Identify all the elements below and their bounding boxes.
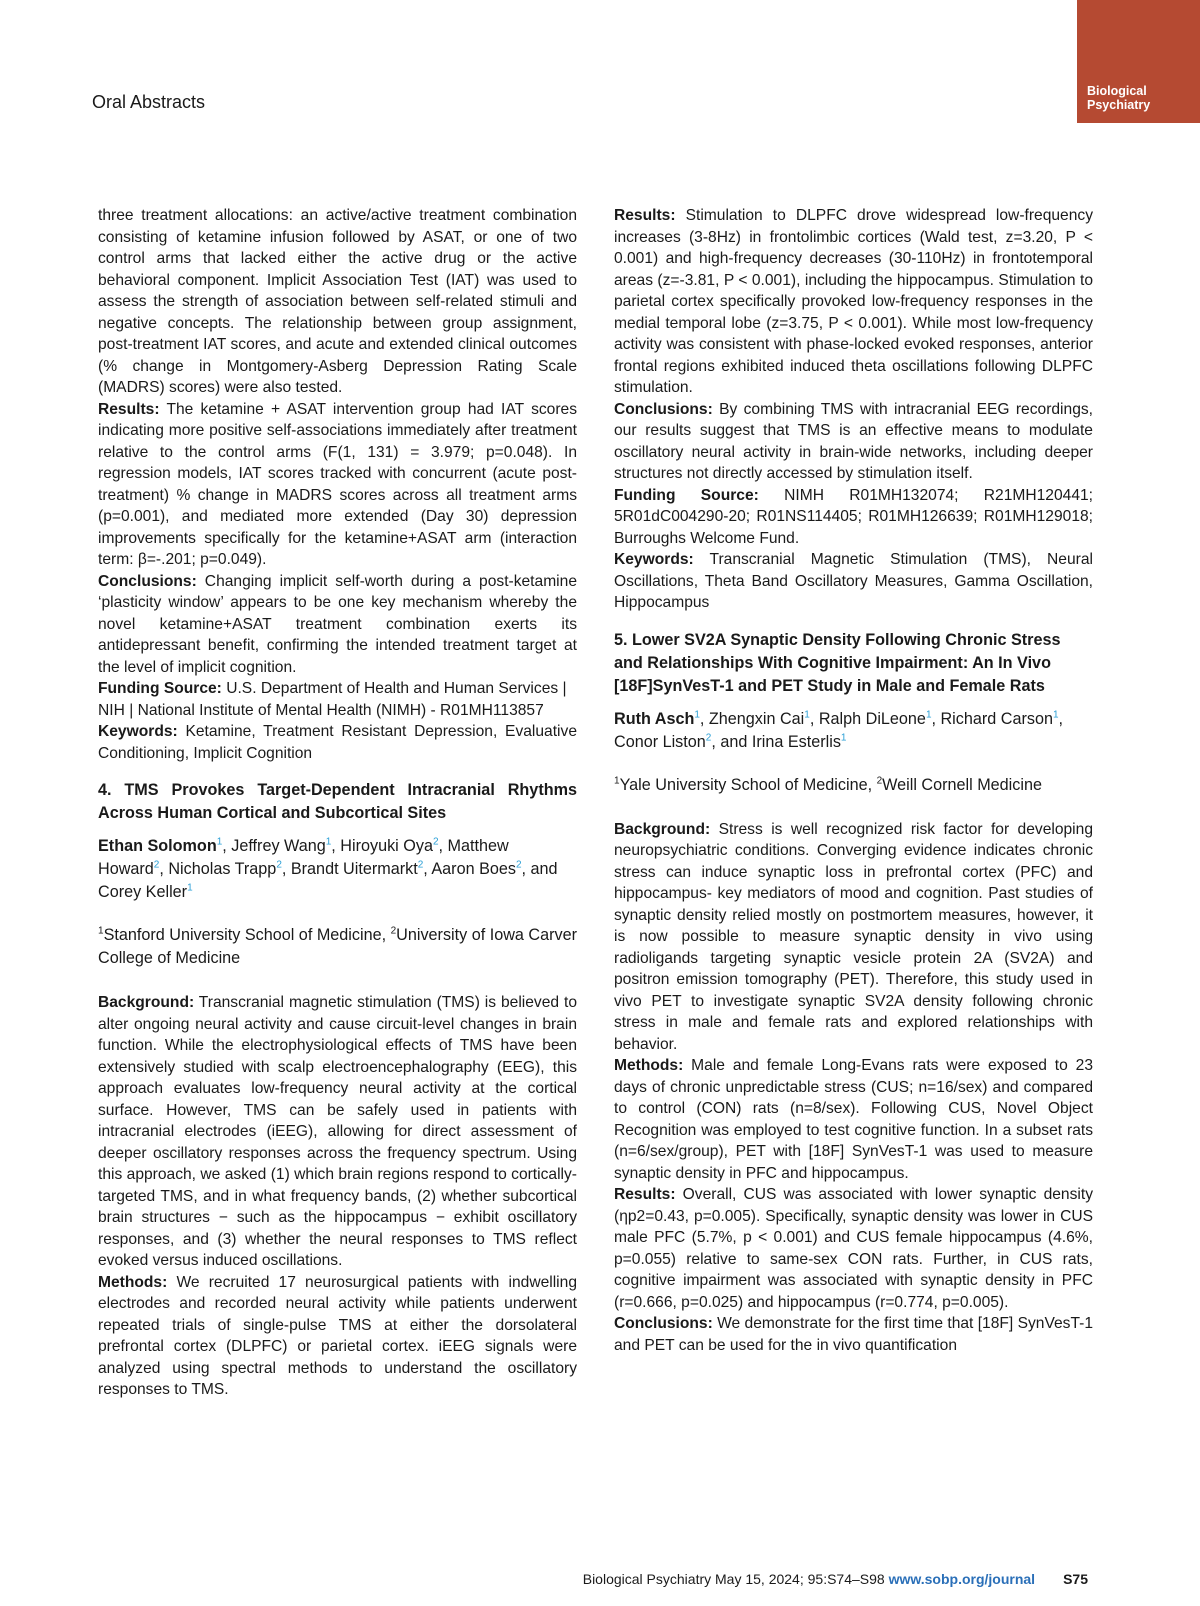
abstract-4-results xyxy=(614,205,1093,399)
abstract-5-authors xyxy=(614,708,1093,754)
author-sup: 1 xyxy=(925,709,932,721)
section-title: Oral Abstracts xyxy=(92,92,206,112)
author-name: , and Corey Keller xyxy=(98,860,558,901)
author-name: , Nicholas Trapp xyxy=(159,860,277,878)
aff-text: Yale University School of Medicine, xyxy=(619,775,877,794)
abstract-4-background xyxy=(98,992,577,1272)
aff-text: Weill Cornell Medicine xyxy=(882,775,1042,794)
methods-text: Male and female Long-Evans rats were exposed to 23 days of chronic unpredictable stress (CUS; n=16/sex) and compared to control (CON) rats (n=8/sex). Following CUS, Novel Object Recognition was employed to test cognitive function. In a subset rats (n=6/sex/group), PET with [18F] SynVesT-1 was used to measure synaptic density in PFC and hippocampus. xyxy=(614,1057,1093,1182)
methods-label: Methods: xyxy=(98,1273,168,1291)
funding-text: NIMH R01MH132074; R21MH120441; 5R01dC004290-20; R01NS114405; R01MH126639; R01MH129018; Burroughs Welcome Fund. xyxy=(614,486,1094,547)
results-label: Results: xyxy=(614,207,676,224)
brand-line-2: Psychiatry xyxy=(1087,98,1151,112)
keywords-text: Transcranial Magnetic Stimulation (TMS), Neural Oscillations, Theta Band Oscillatory Measures, Gamma Oscillation, Hippocampus xyxy=(614,551,1093,611)
funding-label: Funding Source: xyxy=(98,680,222,697)
background-text: Stress is well recognized risk factor for developing neuropsychiatric conditions. Converging evidence indicates chronic stress can induce synaptic loss in prefrontal cortex (PFC) and hippocampus- key mediators of mood and cognition. Past studies of synaptic density relied mostly on postmortem measures, however, it is now possible to measure synaptic density in vivo using radioligands targeting synaptic vesicle protein 2A (SV2A) and positron emission tomography (PET). Therefore, this study used in vivo PET to investigate synaptic SV2A density following chronic stress in male and female rats and explored relationships with behavior. xyxy=(614,820,1093,1053)
author-name: , Aaron Boes xyxy=(423,860,516,878)
left-column xyxy=(98,205,577,1401)
author-name: Ethan Solomon xyxy=(98,837,217,855)
abstract-5-results xyxy=(614,1184,1093,1313)
aff-sup: 2 xyxy=(390,925,397,937)
conclusions-text: Changing implicit self-worth during a post-ketamine ‘plasticity window’ appears to be one key mechanism whereby the novel ketamine+ASAT treatment combination exerts its antidepressant benefit, confirming the intended treatment target at the level of implicit cognition. xyxy=(98,572,577,676)
author-sup: 2 xyxy=(705,732,712,744)
brand-line-1: Biological xyxy=(1087,84,1147,98)
author-sup: 1 xyxy=(1052,709,1059,721)
results-paragraph xyxy=(98,399,577,571)
aff-text: Stanford University School of Medicine, xyxy=(103,926,391,944)
methods-label: Methods: xyxy=(614,1057,684,1074)
author-sup: 1 xyxy=(694,709,700,721)
author-sup: 1 xyxy=(840,732,847,744)
abstract-5-background xyxy=(614,819,1093,1056)
results-text: Stimulation to DLPFC drove widespread low-frequency increases (3-8Hz) in frontolimbic cortices (Wald test, z=3.20, P < 0.001) and high-frequency decreases (30-110Hz) in frontotemporal areas (z=-3.81, P < 0.001), including the hippocampus. Stimulation to parietal cortex specifically provoked low-frequency responses in the medial temporal lobe (z=3.75, P < 0.001). While most low-frequency activity was consistent with phase-locked evoked responses, anterior frontal regions exhibited induced theta oscillations following DLPFC stimulation. xyxy=(614,207,1093,396)
funding-text: U.S. Department of Health and Human Services | NIH | National Institute of Mental Health (NIMH) - R01MH113857 xyxy=(98,680,567,719)
keywords-label: Keywords: xyxy=(98,723,178,740)
funding-paragraph xyxy=(98,678,577,721)
methods-text: We recruited 17 neurosurgical patients with indwelling electrodes and recorded neural activity while patients underwent repeated trials of single-pulse TMS at either the dorsolateral prefrontal cortex (DLPFC) or parietal cortex. iEEG signals were analyzed using spectral methods to understand the oscillatory responses to TMS. xyxy=(98,1273,577,1398)
results-label: Results: xyxy=(614,1186,676,1203)
author-sup: 2 xyxy=(153,859,160,871)
results-text: Overall, CUS was associated with lower synaptic density (ηp2=0.43, p=0.005). Specifically, synaptic density was lower in CUS male PFC (5.7%, p < 0.001) and CUS female hippocampus (4.6%, p=0.055) relative to same-sex CON rats. Further, in CUS rats, cognitive impairment was associated with synaptic density in PFC (r=0.666, p=0.025) and hippocampus (r=0.774, p=0.005). xyxy=(614,1186,1093,1311)
abstract-4-title: 4. TMS Provokes Target-Dependent Intracranial Rhythms Across Human Cortical and Subcortical Sites xyxy=(98,781,577,822)
conclusions-text: We demonstrate for the first time that [18F] SynVesT-1 and PET can be used for the in vivo quantification xyxy=(614,1315,1093,1354)
author-sup: 1 xyxy=(187,882,193,894)
aff-sup: 1 xyxy=(614,775,620,787)
continued-paragraph: three treatment allocations: an active/active treatment combination consisting of ketamine infusion followed by ASAT, or one of two control arms that lacked either the active drug or the active behavioral component. Implicit Association Test (IAT) was used to assess the strength of association between self-related stimuli and negative concepts. The relationship between group assignment, post-treatment IAT scores, and acute and extended clinical outcomes (% change in Montgomery-Asberg Depression Rating Scale (MADRS) scores) were also tested. xyxy=(98,207,577,396)
abstract-5-conclusions xyxy=(614,1313,1093,1356)
footer-citation: Biological Psychiatry May 15, 2024; 95:S74–S98 xyxy=(582,1571,889,1587)
abstract-4-methods xyxy=(98,1272,577,1401)
abstract-4-conclusions xyxy=(614,399,1093,485)
keywords-label: Keywords: xyxy=(614,551,694,568)
abstract-4-affiliations xyxy=(98,924,577,970)
author-name: , Ralph DiLeone xyxy=(809,709,926,728)
page-footer xyxy=(583,1571,1088,1587)
results-label: Results: xyxy=(98,400,160,418)
footer-journal-link[interactable]: www.sobp.org/journal xyxy=(888,1571,1036,1587)
conclusions-label: Conclusions: xyxy=(98,572,197,590)
author-name: , Jeffrey Wang xyxy=(222,837,326,855)
page-number: S75 xyxy=(1063,1571,1088,1587)
conclusions-paragraph xyxy=(98,571,577,679)
author-sup: 1 xyxy=(804,709,810,721)
author-sup: 2 xyxy=(417,859,424,871)
author-sup: 1 xyxy=(216,836,223,848)
abstract-4-authors xyxy=(98,835,577,904)
background-text: Transcranial magnetic stimulation (TMS) is believed to alter ongoing neural activity and cause circuit-level changes in brain function. While the electrophysiological effects of TMS have been extensively studied with scalp electroencephalography (EEG), this approach evaluates low-frequency neural activity at the cortical surface. However, TMS can be safely used in patients with intracranial electrodes (iEEG), allowing for direct assessment of deeper oscillatory responses across the frequency spectrum. Using this approach, we asked (1) which brain regions respond to cortically-targeted TMS, and in what frequency bands, (2) whether subcortical brain structures − such as the hippocampus − exhibit oscillatory responses, and (3) whether the neural responses to TMS reflect evoked versus induced oscillations. xyxy=(98,994,577,1269)
author-name: , Brandt Uitermarkt xyxy=(281,860,418,878)
author-name: , Zhengxin Cai xyxy=(699,709,805,728)
conclusions-label: Conclusions: xyxy=(614,400,713,418)
abstract-4-funding xyxy=(614,485,1093,550)
conclusions-text: By combining TMS with intracranial EEG recordings, our results suggest that TMS is an effective means to modulate oscillatory neural activity in brain-wide networks, including deeper structures not directly accessed by stimulation itself. xyxy=(614,400,1093,482)
author-sup: 1 xyxy=(325,836,332,848)
abstract-5-affiliations xyxy=(614,774,1093,797)
author-sup: 2 xyxy=(276,859,282,871)
journal-brand-box xyxy=(1077,0,1200,123)
keywords-paragraph xyxy=(98,721,577,764)
author-sup: 2 xyxy=(432,836,439,848)
author-name: , Richard Carson xyxy=(931,709,1053,728)
conclusions-label: Conclusions: xyxy=(614,1315,713,1332)
background-label: Background: xyxy=(614,820,711,838)
abstract-5-title: 5. Lower SV2A Synaptic Density Following Chronic Stress and Relationships With Cognitive Impairment: An In Vivo [18F]SynVesT-1 and PET Study in Male and Female Rats xyxy=(614,630,1061,695)
aff-sup: 2 xyxy=(876,775,883,787)
aff-sup: 1 xyxy=(98,925,104,937)
aff-text: University of Iowa Carver College of Medicine xyxy=(98,926,577,967)
author-sup: 2 xyxy=(515,859,522,871)
funding-label: Funding Source: xyxy=(614,486,759,504)
right-column xyxy=(614,205,1093,1356)
author-name: Ruth Asch xyxy=(614,709,695,728)
background-label: Background: xyxy=(98,994,195,1011)
abstract-4-keywords xyxy=(614,549,1093,614)
author-name: , Matthew Howard xyxy=(98,837,509,878)
results-text: The ketamine + ASAT intervention group had IAT scores indicating more positive self-associations immediately after treatment relative to the control arms (F(1, 131) = 3.979; p=0.048). In regression models, IAT scores tracked with concurrent (acute post-treatment) % change in MADRS scores across all treatment arms (p=0.001), and mediated more extended (Day 30) depression improvements specifically for the ketamine+ASAT arm (interaction term: β=-.201; p=0.049). xyxy=(98,400,577,568)
author-name: , Hiroyuki Oya xyxy=(331,837,433,855)
keywords-text: Ketamine, Treatment Resistant Depression, Evaluative Conditioning, Implicit Cognition xyxy=(98,723,577,762)
author-name: , and Irina Esterlis xyxy=(711,732,841,751)
author-name: , Conor Liston xyxy=(614,709,1064,751)
abstract-5-methods xyxy=(614,1055,1093,1184)
